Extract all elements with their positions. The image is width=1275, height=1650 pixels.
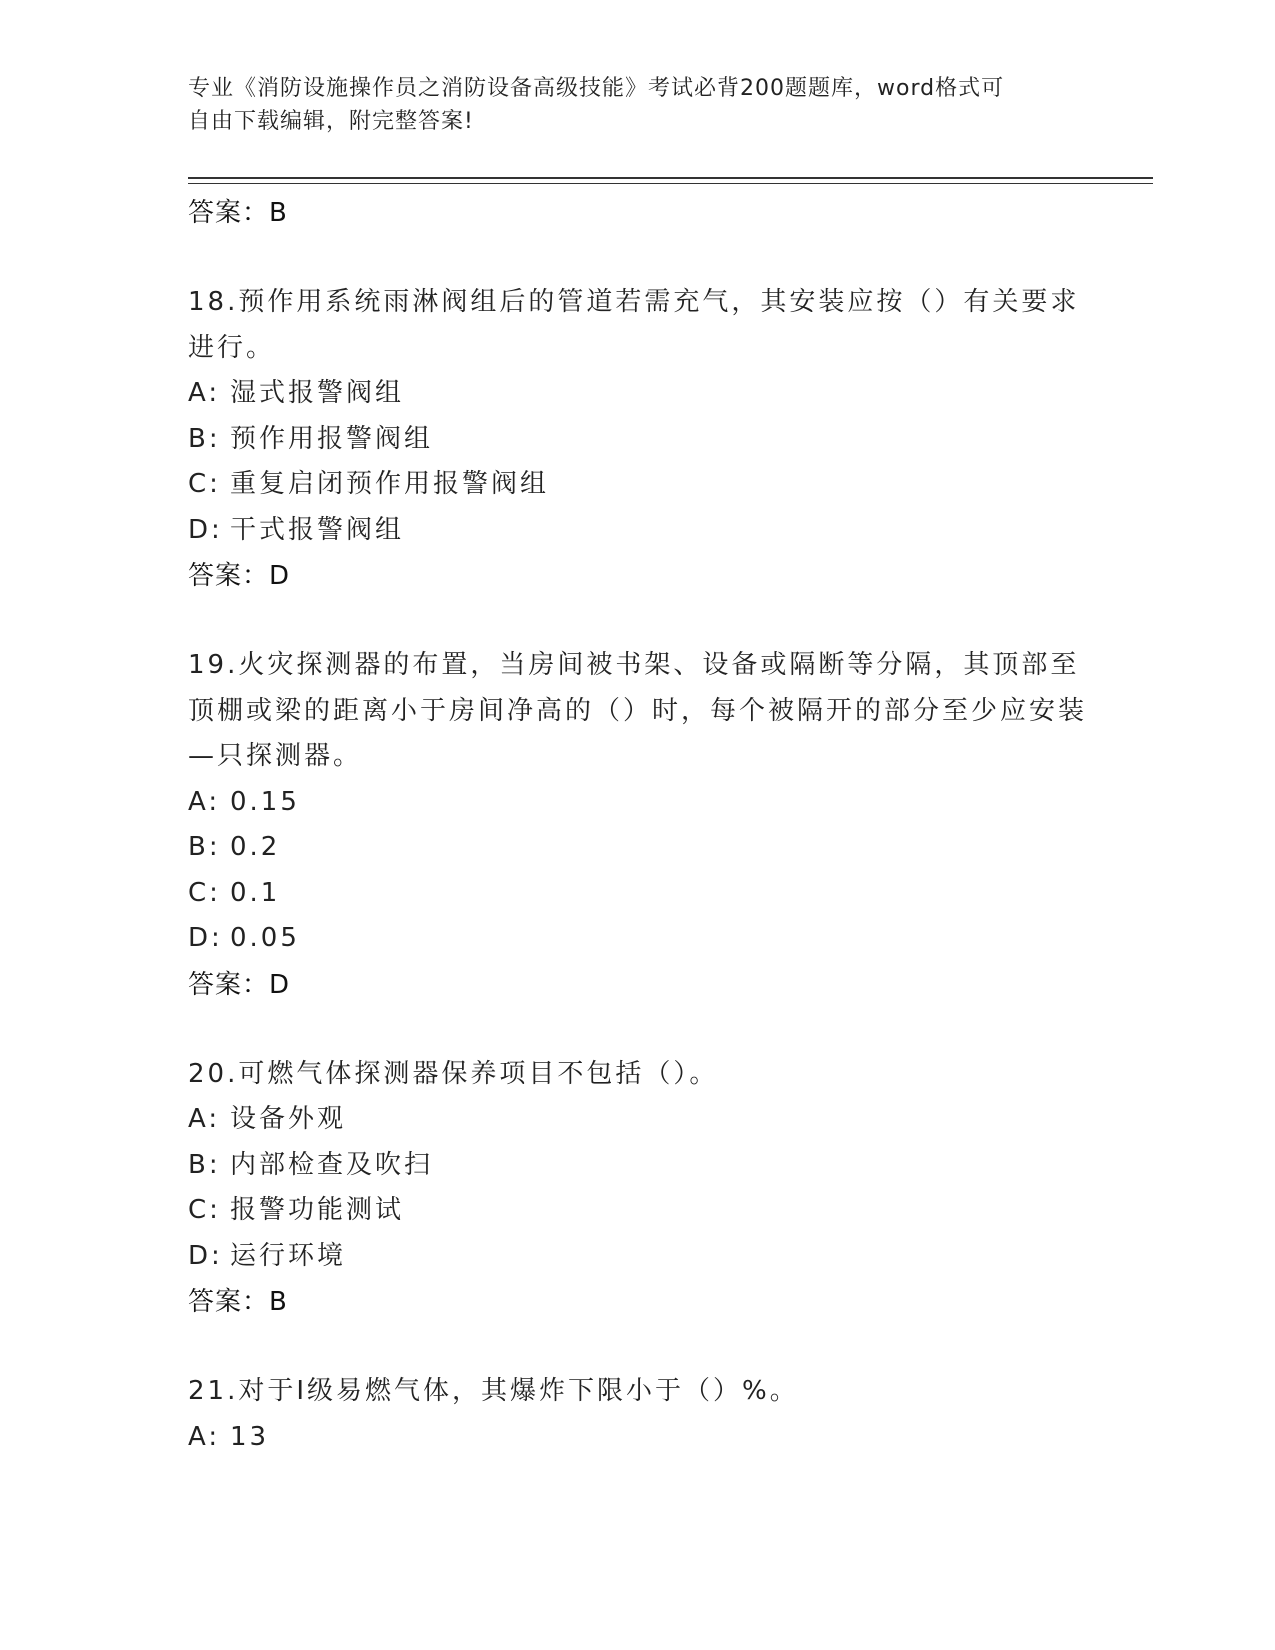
option-label: A: (188, 378, 221, 408)
header-line-1: 专业《消防设施操作员之消防设备高级技能》考试必背200题题库，word格式可 (188, 76, 1005, 101)
option-b (188, 1143, 1088, 1189)
option-text: 0.15 (230, 786, 300, 817)
option-text: 0.1 (230, 877, 281, 908)
option-d (188, 508, 1088, 554)
option-text: 重复启闭预作用报警阀组 (230, 469, 550, 499)
option-text: 设备外观 (230, 1104, 347, 1134)
option-a (188, 780, 1088, 826)
option-label: C: (188, 469, 221, 499)
option-text: 0.2 (230, 832, 281, 862)
option-text: 13 (230, 1421, 270, 1452)
answer-line: 答案：D (188, 561, 291, 591)
option-c (188, 1188, 1088, 1234)
previous-answer: 答案：B (188, 198, 288, 228)
answer-line: 答案：D (188, 969, 291, 1000)
question-text: 19.火灾探测器的布置，当房间被书架、设备或隔断等分隔，其顶部至顶棚或梁的距离小于房间净高的（）时，每个被隔开的部分至少应安装—只探测器。 (188, 650, 1088, 771)
header-rule-thick (188, 177, 1153, 179)
question-19 (188, 643, 1088, 1008)
question-18 (188, 280, 1088, 599)
document-header (188, 72, 1088, 138)
option-text: 0.05 (230, 923, 300, 953)
option-label: D: (188, 923, 223, 953)
option-a (188, 371, 1088, 417)
option-label: B: (188, 423, 221, 454)
option-text: 报警功能测试 (230, 1195, 405, 1225)
option-label: D: (188, 1240, 223, 1271)
option-label: C: (188, 1195, 221, 1225)
question-text: 18.预作用系统雨淋阀组后的管道若需充气，其安装应按（）有关要求进行。 (188, 287, 1080, 363)
option-label: B: (188, 832, 221, 862)
question-list (188, 190, 1088, 1460)
option-text: 预作用报警阀组 (230, 423, 434, 454)
option-b (188, 825, 1088, 871)
question-20 (188, 1052, 1088, 1326)
header-line-2: 自由下载编辑，附完整答案! (188, 109, 474, 134)
option-text: 干式报警阀组 (230, 514, 405, 545)
option-label: C: (188, 877, 221, 908)
option-text: 湿式报警阀组 (230, 378, 405, 408)
option-a (188, 1415, 1088, 1461)
option-label: A: (188, 1421, 221, 1452)
option-label: D: (188, 514, 223, 545)
header-rule-thin (188, 183, 1153, 184)
question-text: 20.可燃气体探测器保养项目不包括（）。 (188, 1058, 719, 1089)
question-text: 21.对于Ⅰ级易燃气体，其爆炸下限小于（）%。 (188, 1376, 799, 1406)
option-c (188, 462, 1088, 508)
answer-line: 答案：B (188, 1287, 288, 1317)
question-21 (188, 1369, 1088, 1460)
option-b (188, 417, 1088, 463)
option-text: 内部检查及吹扫 (230, 1149, 434, 1180)
option-d (188, 1234, 1088, 1280)
option-label: A: (188, 786, 221, 817)
option-a (188, 1097, 1088, 1143)
option-c (188, 871, 1088, 917)
option-text: 运行环境 (230, 1240, 347, 1271)
option-label: B: (188, 1149, 221, 1180)
option-d (188, 916, 1088, 962)
option-label: A: (188, 1104, 221, 1134)
